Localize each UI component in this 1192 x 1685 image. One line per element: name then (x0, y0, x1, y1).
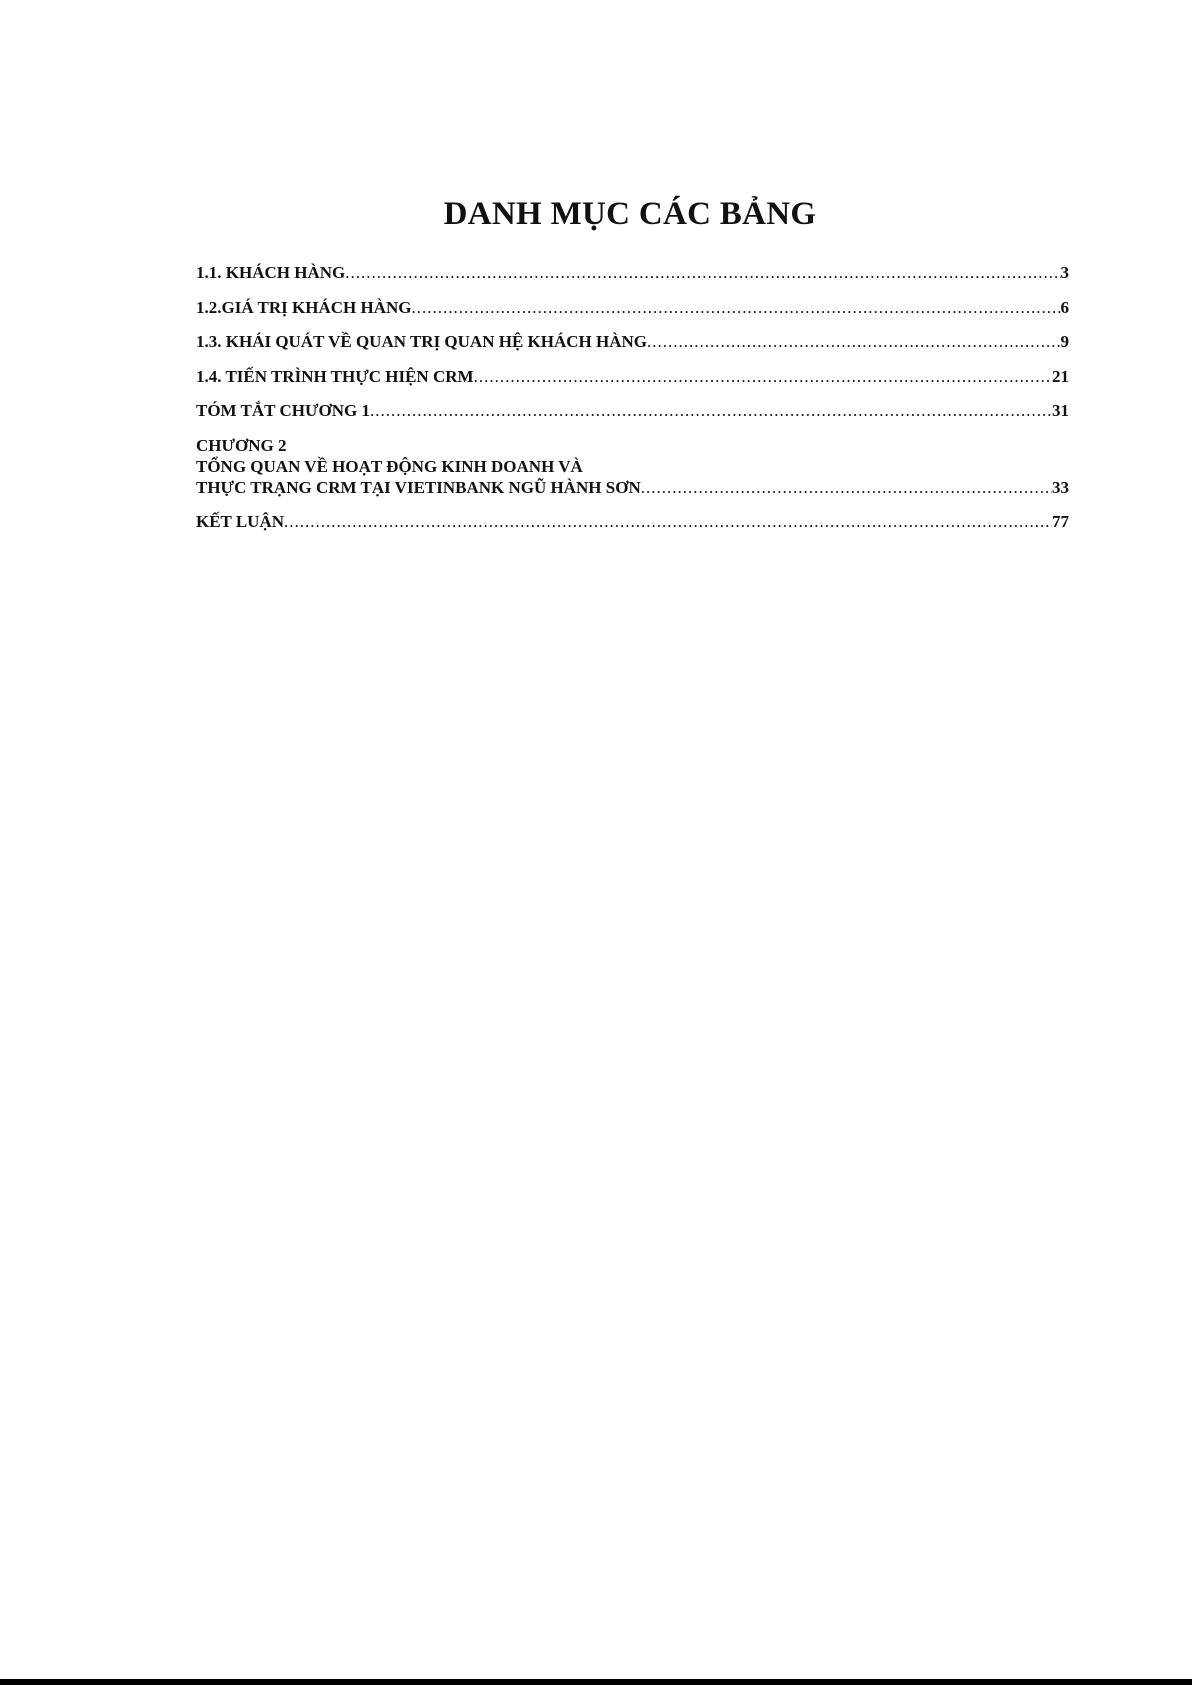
toc-entry-page: 33 (1052, 477, 1069, 497)
toc-dot-leader (641, 477, 1052, 498)
toc-dot-leader (412, 297, 1061, 318)
toc-entry-label: 1.1. KHÁCH HÀNG (196, 263, 346, 282)
toc-dot-leader (345, 262, 1060, 283)
toc-entry-label: THỰC TRẠNG CRM TẠI VIETINBANK NGŨ HÀNH SƠN (196, 477, 641, 497)
toc-dot-leader (284, 511, 1052, 532)
toc-dot-leader (370, 400, 1052, 421)
toc-entry-page: 21 (1052, 366, 1069, 386)
toc-dot-leader (474, 366, 1052, 387)
toc-entry (196, 297, 1069, 318)
toc-entry (196, 366, 1069, 387)
toc-entry-page: 77 (1052, 512, 1069, 531)
toc-entry-label: TÓM TẮT CHƯƠNG 1 (196, 401, 370, 420)
page-title: DANH MỤC CÁC BẢNG (443, 196, 817, 232)
toc-entry-page: 3 (1060, 263, 1069, 282)
toc-entry-label: 1.2.GIÁ TRỊ KHÁCH HÀNG (196, 297, 412, 317)
toc-entry-label: KẾT LUẬN (196, 512, 285, 531)
toc-entry-label: 1.4. TIẾN TRÌNH THỰC HIỆN CRM (196, 366, 474, 386)
toc-entry (196, 331, 1069, 352)
toc-entry-page: 9 (1060, 332, 1069, 351)
toc-dot-leader (647, 331, 1060, 352)
toc-entry (196, 400, 1069, 421)
toc-entry (196, 262, 1069, 283)
toc-entry (196, 511, 1069, 532)
toc-entry-chapter-2 (196, 435, 1069, 498)
table-of-contents (196, 262, 1069, 546)
toc-entry-page: 6 (1060, 297, 1069, 317)
toc-chapter-subtitle: TỔNG QUAN VỀ HOẠT ĐỘNG KINH DOANH VÀ (196, 456, 583, 476)
bottom-border (0, 1679, 1192, 1685)
toc-entry-label: 1.3. KHÁI QUÁT VỀ QUAN TRỊ QUAN HỆ KHÁCH HÀNG (196, 332, 648, 351)
toc-chapter-heading: CHƯƠNG 2 (196, 435, 287, 455)
toc-entry-page: 31 (1052, 401, 1069, 420)
